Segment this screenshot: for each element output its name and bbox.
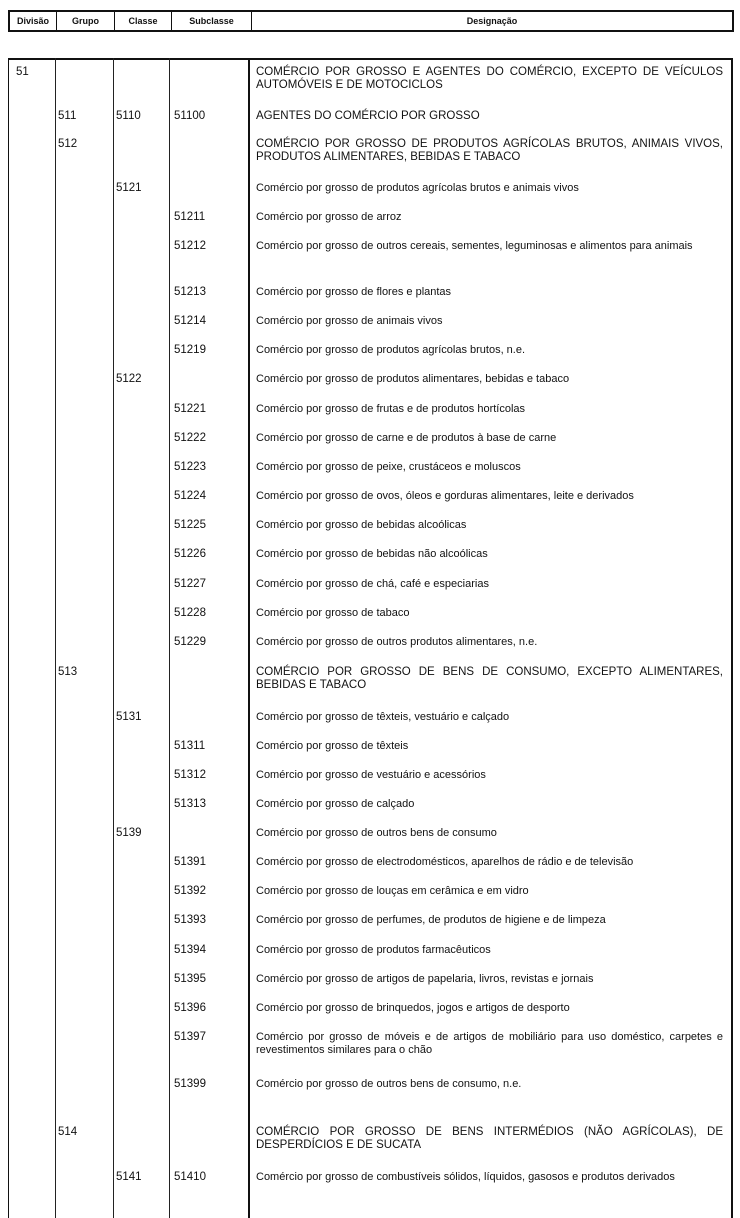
designacao-text: COMÉRCIO POR GROSSO E AGENTES DO COMÉRCIO, EXCEPTO DE VEÍCULOS AUTOMÓVEIS E DE MOTOCICLOS: [256, 66, 723, 91]
subclasse-code: 51394: [174, 944, 206, 956]
subclasse-code: 51393: [174, 914, 206, 926]
designacao-text: Comércio por grosso de móveis e de artigos de mobiliário para uso doméstico, carpetes e revestimentos similares para o chão: [256, 1031, 723, 1056]
subclasse-code: 51396: [174, 1002, 206, 1014]
designacao-text: Comércio por grosso de chá, café e especiarias: [256, 578, 489, 590]
grupo-code: 512: [58, 138, 78, 150]
table-header: [8, 10, 734, 32]
subclasse-code: 51100: [174, 110, 206, 122]
subclasse-code: 51223: [174, 461, 206, 473]
designacao-text: Comércio por grosso de ovos, óleos e gorduras alimentares, leite e derivados: [256, 490, 634, 502]
grupo-code: 511: [58, 110, 77, 122]
designacao-text: Comércio por grosso de outros bens de consumo, n.e.: [256, 1078, 522, 1090]
designacao-text: Comércio por grosso de combustíveis sólidos, líquidos, gasosos e produtos derivados: [256, 1171, 675, 1183]
header-classe: Classe: [115, 12, 172, 30]
designacao-text: AGENTES DO COMÉRCIO POR GROSSO: [256, 110, 480, 122]
designacao-text: COMÉRCIO POR GROSSO DE BENS DE CONSUMO, EXCEPTO ALIMENTARES, BEBIDAS E TABACO: [256, 666, 723, 691]
subclasse-code: 51221: [174, 403, 206, 415]
classe-code: 5110: [116, 110, 141, 122]
designacao-text: Comércio por grosso de outros produtos alimentares, n.e.: [256, 636, 538, 648]
subclasse-code: 51211: [174, 211, 206, 223]
designacao-text: Comércio por grosso de produtos agrícolas brutos, n.e.: [256, 344, 526, 356]
classe-code: 5139: [116, 827, 142, 839]
subclasse-code: 51391: [174, 856, 206, 868]
subclasse-code: 51212: [174, 240, 206, 252]
designacao-text: Comércio por grosso de frutas e de produtos hortícolas: [256, 403, 526, 415]
subclasse-code: 51222: [174, 432, 206, 444]
subclasse-code: 51224: [174, 490, 206, 502]
column-divider: [113, 58, 114, 1218]
designacao-text: Comércio por grosso de outros bens de consumo: [256, 827, 497, 839]
column-divider: [55, 58, 56, 1218]
designacao-text: Comércio por grosso de flores e plantas: [256, 286, 452, 298]
classe-code: 5122: [116, 373, 142, 385]
subclasse-code: 51219: [174, 344, 206, 356]
subclasse-code: 51313: [174, 798, 206, 810]
subclasse-code: 51214: [174, 315, 206, 327]
subclasse-code: 51229: [174, 636, 206, 648]
designacao-text: Comércio por grosso de louças em cerâmica e em vidro: [256, 885, 529, 897]
subclasse-code: 51312: [174, 769, 206, 781]
designacao-text: Comércio por grosso de produtos farmacêuticos: [256, 944, 491, 956]
designacao-text: Comércio por grosso de produtos alimentares, bebidas e tabaco: [256, 373, 570, 385]
subclasse-code: 51410: [174, 1171, 206, 1183]
header-designacao: Designação: [466, 16, 518, 26]
divisao-code: 51: [16, 66, 29, 78]
designacao-text: Comércio por grosso de vestuário e acessórios: [256, 769, 486, 781]
header-grupo: Grupo: [57, 12, 115, 30]
designacao-text: Comércio por grosso de calçado: [256, 798, 415, 810]
designacao-text: COMÉRCIO POR GROSSO DE BENS INTERMÉDIOS (NÃO AGRÍCOLAS), DE DESPERDÍCIOS E DE SUCATA: [256, 1126, 723, 1151]
designacao-text: Comércio por grosso de peixe, crustáceos e moluscos: [256, 461, 521, 473]
designacao-text: Comércio por grosso de electrodomésticos, aparelhos de rádio e de televisão: [256, 856, 634, 868]
header-subclasse: Subclasse: [172, 12, 252, 30]
header-divisao: Divisão: [10, 12, 57, 30]
subclasse-code: 51311: [174, 740, 206, 752]
designacao-text: Comércio por grosso de outros cereais, sementes, leguminosas e alimentos para animais: [256, 240, 693, 252]
subclasse-code: 51225: [174, 519, 206, 531]
designacao-text: Comércio por grosso de animais vivos: [256, 315, 443, 327]
column-divider: [248, 58, 250, 1218]
designacao-text: Comércio por grosso de carne e de produtos à base de carne: [256, 432, 557, 444]
classe-code: 5121: [116, 182, 142, 194]
subclasse-code: 51395: [174, 973, 206, 985]
designacao-text: Comércio por grosso de perfumes, de produtos de higiene e de limpeza: [256, 914, 606, 926]
subclasse-code: 51213: [174, 286, 206, 298]
designacao-text: Comércio por grosso de produtos agrícolas brutos e animais vivos: [256, 182, 579, 194]
designacao-text: COMÉRCIO POR GROSSO DE PRODUTOS AGRÍCOLAS BRUTOS, ANIMAIS VIVOS, PRODUTOS ALIMENTARES, BEBIDAS E TABACO: [256, 138, 723, 163]
designacao-text: Comércio por grosso de artigos de papelaria, livros, revistas e jornais: [256, 973, 594, 985]
designacao-text: Comércio por grosso de bebidas alcoólicas: [256, 519, 467, 531]
designacao-text: Comércio por grosso de bebidas não alcoólicas: [256, 548, 488, 560]
designacao-text: Comércio por grosso de têxteis: [256, 740, 409, 752]
grupo-code: 514: [58, 1126, 78, 1138]
designacao-text: Comércio por grosso de têxteis, vestuário e calçado: [256, 711, 510, 723]
designacao-text: Comércio por grosso de brinquedos, jogos e artigos de desporto: [256, 1002, 570, 1014]
classe-code: 5141: [116, 1171, 142, 1183]
designacao-text: Comércio por grosso de arroz: [256, 211, 402, 223]
classe-code: 5131: [116, 711, 142, 723]
column-divider: [169, 58, 170, 1218]
subclasse-code: 51399: [174, 1078, 206, 1090]
subclasse-code: 51228: [174, 607, 206, 619]
subclasse-code: 51226: [174, 548, 206, 560]
subclasse-code: 51397: [174, 1031, 206, 1043]
subclasse-code: 51392: [174, 885, 206, 897]
designacao-text: Comércio por grosso de tabaco: [256, 607, 410, 619]
subclasse-code: 51227: [174, 578, 206, 590]
grupo-code: 513: [58, 666, 78, 678]
